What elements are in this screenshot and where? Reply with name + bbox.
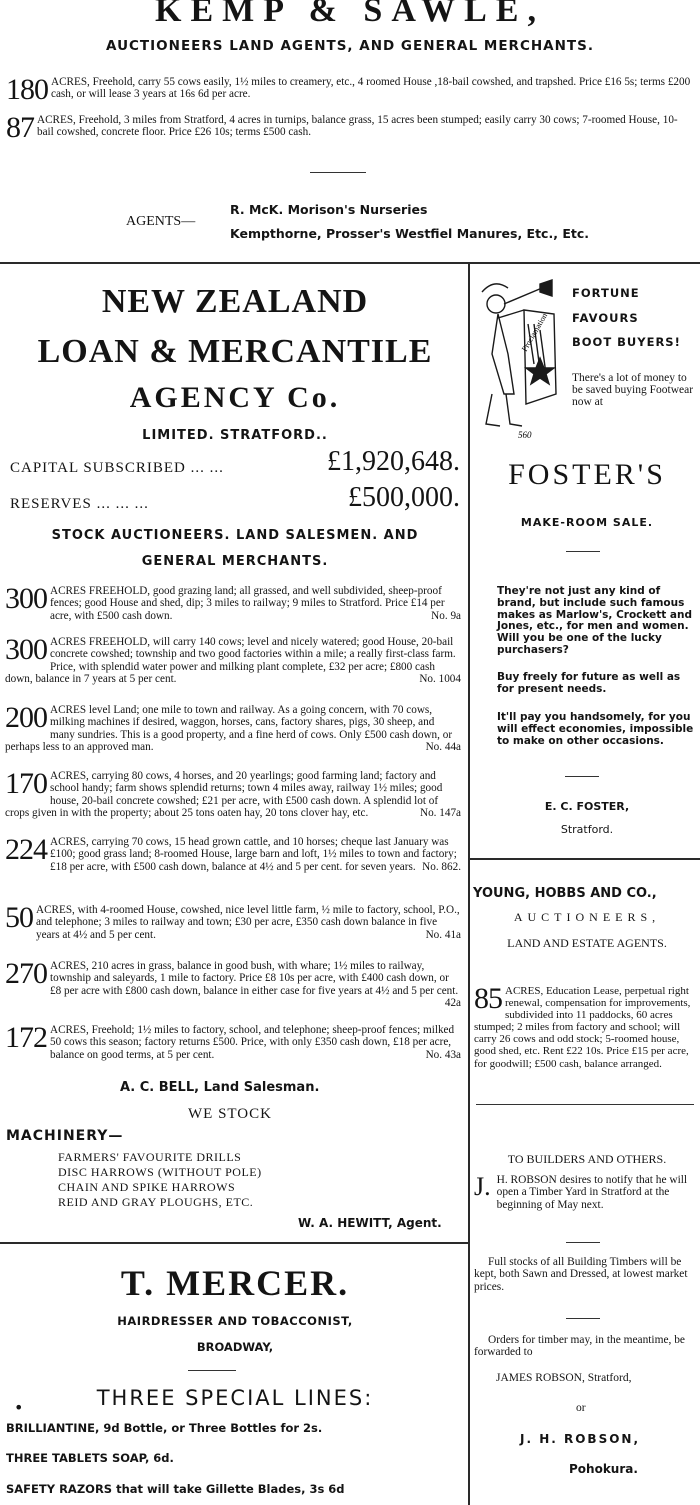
acres-number: 50 — [5, 901, 33, 934]
machinery-list — [58, 1150, 262, 1210]
listing-ref: No. 44a — [425, 741, 461, 754]
list-item: FARMERS' FAVOURITE DRILLS — [58, 1150, 242, 1164]
acres-number: 270 — [5, 957, 47, 990]
section-divider — [470, 858, 700, 860]
robson-james: JAMES ROBSON, Stratford, — [496, 1372, 632, 1384]
kemp-listing-180 — [6, 73, 694, 106]
acres-number: 300 — [5, 633, 47, 666]
divider — [566, 1242, 600, 1243]
reserves-label: RESERVES ... ... ... — [10, 496, 149, 512]
acres-number: 172 — [5, 1021, 47, 1054]
mercer-line-3: SAFETY RAZORS that will take Gillette Blades, 3s 6d — [6, 1482, 345, 1496]
capital-row — [10, 446, 460, 484]
listing-ref: No. 9a — [431, 609, 461, 622]
acres-number: 87 — [6, 111, 34, 144]
machinery-heading: MACHINERY— — [6, 1128, 124, 1144]
young-title: YOUNG, HOBBS AND CO., — [473, 886, 657, 901]
divider — [188, 1370, 236, 1371]
listing-text: ACRES, Freehold; 1½ miles to factory, school, and telephone; sheep-proof fences; milked 50 cows this season; factory returns £500. Price, with only £350 cash down, £18 per acre, balance on good terms, at 5 per cent. — [50, 1024, 455, 1061]
robson-intro: H. ROBSON desires to notify that he will open a Timber Yard in Stratford at the beginning of May next. — [496, 1174, 688, 1211]
mercer-lines-heading: THREE SPECIAL LINES: — [96, 1386, 374, 1410]
foster-town: Stratford. — [560, 823, 614, 836]
divider — [476, 1104, 694, 1105]
nz-services-line1: STOCK AUCTIONEERS. LAND SALESMEN. AND — [51, 528, 419, 543]
nz-listing — [5, 901, 461, 941]
reserves-value: £500,000. — [348, 482, 460, 513]
capital-label: CAPITAL SUBSCRIBED ... ... — [10, 460, 224, 476]
mercer-line-2: THREE TABLETS SOAP, 6d. — [6, 1451, 174, 1465]
kemp-agents-label: AGENTS— — [126, 214, 196, 229]
acres-number: 85 — [474, 982, 502, 1015]
list-item: DISC HARROWS (WITHOUT POLE) — [58, 1165, 262, 1179]
foster-sale: MAKE-ROOM SALE. — [520, 516, 654, 529]
nz-limited: LIMITED. STRATFORD.. — [142, 428, 328, 443]
divider — [310, 172, 366, 173]
listing-ref: 42a — [444, 997, 461, 1010]
machinery-agent: W. A. HEWITT, Agent. — [298, 1216, 442, 1230]
nz-services-line2: GENERAL MERCHANTS. — [141, 554, 329, 569]
herald-illustration-icon — [474, 274, 566, 442]
we-stock: WE STOCK — [188, 1106, 272, 1122]
listing-ref: No. 41a — [425, 928, 461, 941]
listing-text: ACRES, with 4-roomed House, cowshed, nice level little farm, ½ mile to factory, school, P.O., and telephone; 3 miles to railway and town; £30 per acre, £350 cash down balance in five years at 4½ and 5 per cent. — [36, 904, 460, 941]
foster-body-1: They're not just any kind of brand, but include such famous makes as Marlow's, Crockett and Jones, etc., for men and women. Will you be one of the lucky purchasers? — [497, 585, 692, 656]
listing-ref: No. 147a — [419, 807, 461, 820]
divider — [566, 551, 600, 552]
acres-number: 224 — [5, 833, 47, 866]
listing-ref: No. 862. — [422, 860, 461, 873]
nz-listing — [5, 957, 461, 1010]
kemp-agents-line1: R. McK. Morison's Nurseries — [230, 202, 428, 217]
kemp-sawle-subtitle: AUCTIONEERS LAND AGENTS, AND GENERAL MERCHANTS. — [106, 38, 594, 54]
listing-ref: No. 43a — [425, 1048, 461, 1061]
listing-text: ACRES, Freehold, carry 55 cows easily, 1½ miles to creamery, etc., 4 roomed House ,18-bail cowshed, and trapshed. Price £16 5s; terms £200 cash, or will lease 3 years at 16s 6d per acre. — [51, 76, 691, 101]
listing-text: ACRES FREEHOLD, will carry 140 cows; level and nicely watered; good House, 20-bail concrete cowshed; township and two good factories within a mile; a really first-class farm. Price, with splendid water power and milking plant complete, £32 per acre; £800 cash down, balance in 7 years at 5 per cent. — [5, 636, 456, 686]
robson-intro-block — [474, 1174, 696, 1211]
robson-place: Pohokura. — [569, 1462, 638, 1476]
robson-or: or — [576, 1402, 586, 1414]
nz-salesman: A. C. BELL, Land Salesman. — [120, 1080, 320, 1095]
fortune-line3: BOOT BUYERS! — [572, 335, 681, 349]
divider — [566, 1318, 600, 1319]
listing-text: ACRES, carrying 80 cows, 4 horses, and 20 yearlings; good farming land; factory and school handy; farm shows splendid returns; town 4 miles away, railway 1½ miles; good house, 20-bail concrete cowshed; £21 per acre, with £500 cash down. A splendid lot of crops given in with the property; about 25 tons oaten hay, 20 tons clover hay, etc. — [5, 770, 443, 820]
acres-number: 300 — [5, 582, 47, 615]
young-agents: LAND AND ESTATE AGENTS. — [507, 936, 667, 950]
nz-listing — [5, 767, 461, 820]
listing-text: ACRES, 210 acres in grass, balance in good bush, with whare; 1½ miles to railway, township and saleyards, 1 mile to factory. Price £8 10s per acre, with £400 cash down, or £8 per acre with £800 cash down, balance in either case for five years at 4½ and 5 per cent. — [50, 960, 459, 997]
foster-body-3: It'll pay you handsomely, for you will effect economies, impossible to make on other occasions. — [497, 711, 694, 747]
acres-number: 200 — [5, 701, 47, 734]
listing-ref: No. 1004 — [419, 673, 461, 686]
listing-text: ACRES FREEHOLD, good grazing land; all grassed, and well subdivided, sheep-proof fences; good House and shed, dip; 3 miles to railway; 9 miles to Stratford. Price £14 per acre, with £500 cash down. — [50, 585, 445, 622]
foster-money-text: There's a lot of money to be saved buying Footwear now at — [572, 372, 694, 408]
kemp-sawle-title: KEMP & SAWLE, — [155, 0, 545, 29]
nz-listing — [5, 1021, 461, 1061]
robson-heading: TO BUILDERS AND OTHERS. — [507, 1152, 667, 1166]
nz-title-line2: LOAN & MERCANTILE — [37, 333, 433, 370]
robson-stock: Full stocks of all Building Timbers will be kept, both Sawn and Dressed, at lowest market prices. — [474, 1256, 688, 1293]
robson-initial: J. — [474, 1172, 491, 1201]
robson-orders: Orders for timber may, in the meantime, be forwarded to — [474, 1334, 685, 1359]
acres-number: 180 — [6, 73, 48, 106]
young-listing — [474, 982, 696, 1070]
mercer-title: T. MERCER. — [120, 1263, 350, 1303]
nz-listing — [5, 833, 461, 873]
acres-number: 170 — [5, 767, 47, 800]
foster-name: FOSTER'S — [508, 458, 666, 491]
fortune-line1: FORTUNE — [572, 286, 640, 300]
flag-text: Proclamation — [519, 311, 550, 353]
kemp-agents-line2: Kempthorne, Prosser's Westfiel Manures, Etc., Etc. — [230, 226, 589, 241]
art-number: 560 — [518, 430, 532, 440]
young-auctioneers: AUCTIONEERS, — [513, 910, 661, 924]
fortune-line2: FAVOURS — [572, 311, 639, 325]
kemp-listing-87 — [6, 111, 694, 144]
divider — [565, 776, 599, 777]
bullet: • — [14, 1398, 24, 1417]
listing-text: ACRES, carrying 70 cows, 15 head grown cattle, and 10 horses; cheque last January was £100; good grass land; 8-roomed House, large barn and loft, 1½ miles to town and factory; £18 per acre, with £500 cash down, balance at 4½ and 5 per cent. for seven years. — [50, 836, 457, 873]
foster-body-2: Buy freely for future as well as for present needs. — [497, 671, 681, 695]
list-item: REID AND GRAY PLOUGHS, ETC. — [58, 1195, 254, 1209]
mercer-line-1: BRILLIANTINE, 9d Bottle, or Three Bottles for 2s. — [6, 1421, 323, 1435]
capital-value: £1,920,648. — [327, 446, 460, 477]
listing-text: ACRES, Freehold, 3 miles from Stratford, 4 acres in turnips, balance grass, 15 acres been stumped; easily carry 30 cows; 7-roomed House, 10-bail cowshed, concrete floor. Price £26 10s; terms £500 cash. — [37, 114, 678, 139]
listing-text: ACRES, Education Lease, perpetual right renewal, compensation for improvements, subdivided into 11 paddocks, 60 acres stumped; 2 miles from factory and school; will carry 26 cows and odd stock; 5-roomed house, good shed, etc. Rent £22 10s. Price £15 per acre, for goodwill; £500 cash, balance arranged. — [474, 985, 691, 1070]
mercer-sub1: HAIRDRESSER AND TOBACCONIST, — [117, 1314, 353, 1328]
reserves-row — [10, 482, 460, 520]
nz-listing — [5, 582, 461, 622]
section-divider — [0, 1242, 468, 1244]
nz-title-line3: AGENCY Co. — [129, 381, 341, 414]
section-divider — [0, 262, 700, 264]
robson-jh: J. H. ROBSON, — [520, 1432, 641, 1446]
foster-signature: E. C. FOSTER, — [544, 800, 630, 813]
listing-text: ACRES level Land; one mile to town and railway. As a going concern, with 70 cows, milking machines if desired, waggon, horses, cans, factory shares, pigs, 30 sheep, and many sundries. This is a good property, and a fine herd of cows. Only £500 cash down, or perhaps less to an approved man. — [5, 704, 453, 754]
nz-listing — [5, 701, 461, 754]
nz-title-line1: NEW ZEALAND — [101, 283, 369, 320]
list-item: CHAIN AND SPIKE HARROWS — [58, 1180, 236, 1194]
nz-listing — [5, 633, 461, 686]
mercer-sub2: BROADWAY, — [196, 1340, 274, 1354]
